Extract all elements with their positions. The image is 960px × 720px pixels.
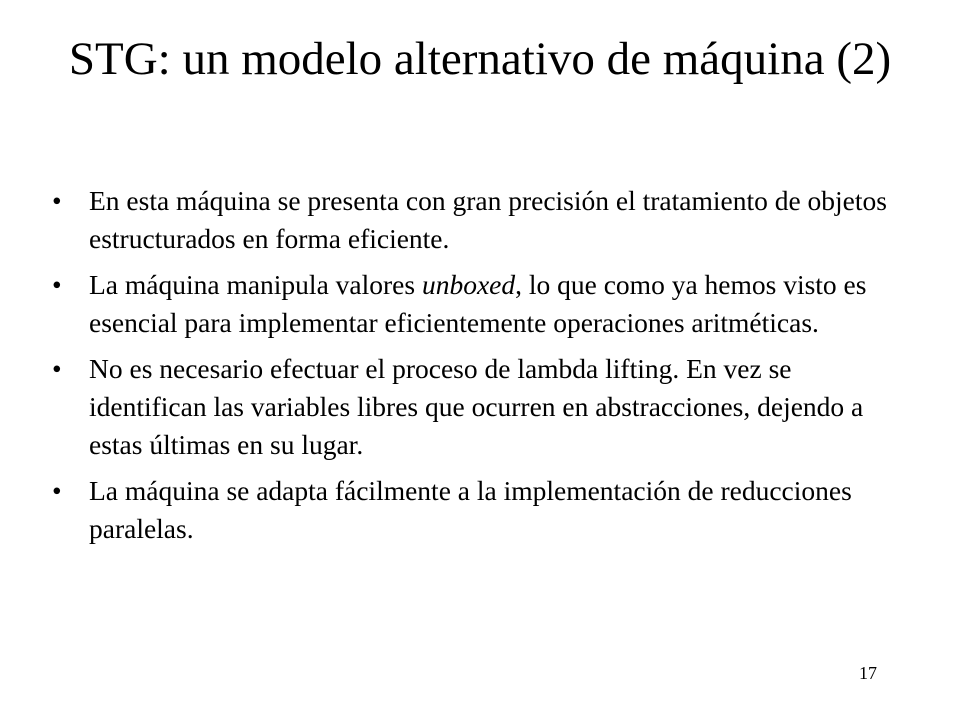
- bullet-item-4: [52, 472, 902, 548]
- bullet-item-2: [52, 266, 902, 342]
- bullet-icon: •: [52, 353, 62, 384]
- bullet-item-1: [52, 182, 902, 258]
- bullet-text-emphasis: unboxed: [421, 269, 516, 300]
- bullet-text: No es necesario efectuar el proceso de lambda lifting. En vez se identifican las variables libres que ocurren en abstracciones, dejendo a estas últimas en su lugar.: [89, 353, 864, 460]
- bullet-icon: •: [52, 185, 62, 216]
- slide-title: STG: un modelo alternativo de máquina (2): [68, 33, 892, 85]
- bullet-text-end: , lo que como ya hemos visto es esencial para implementar eficientemente operaciones aritméticas.: [89, 269, 867, 338]
- bullet-icon: •: [52, 475, 62, 506]
- bullet-text: La máquina se adapta fácilmente a la implementación de reducciones paralelas.: [89, 475, 852, 544]
- bullet-text: En esta máquina se presenta con gran precisión el tratamiento de objetos estructurados en forma eficiente.: [89, 185, 887, 254]
- bullet-text-start: La máquina manipula valores: [89, 269, 422, 300]
- page-number: 17: [859, 663, 877, 683]
- bullet-item-3: [52, 350, 902, 464]
- bullet-list: [52, 182, 902, 556]
- bullet-icon: •: [52, 269, 62, 300]
